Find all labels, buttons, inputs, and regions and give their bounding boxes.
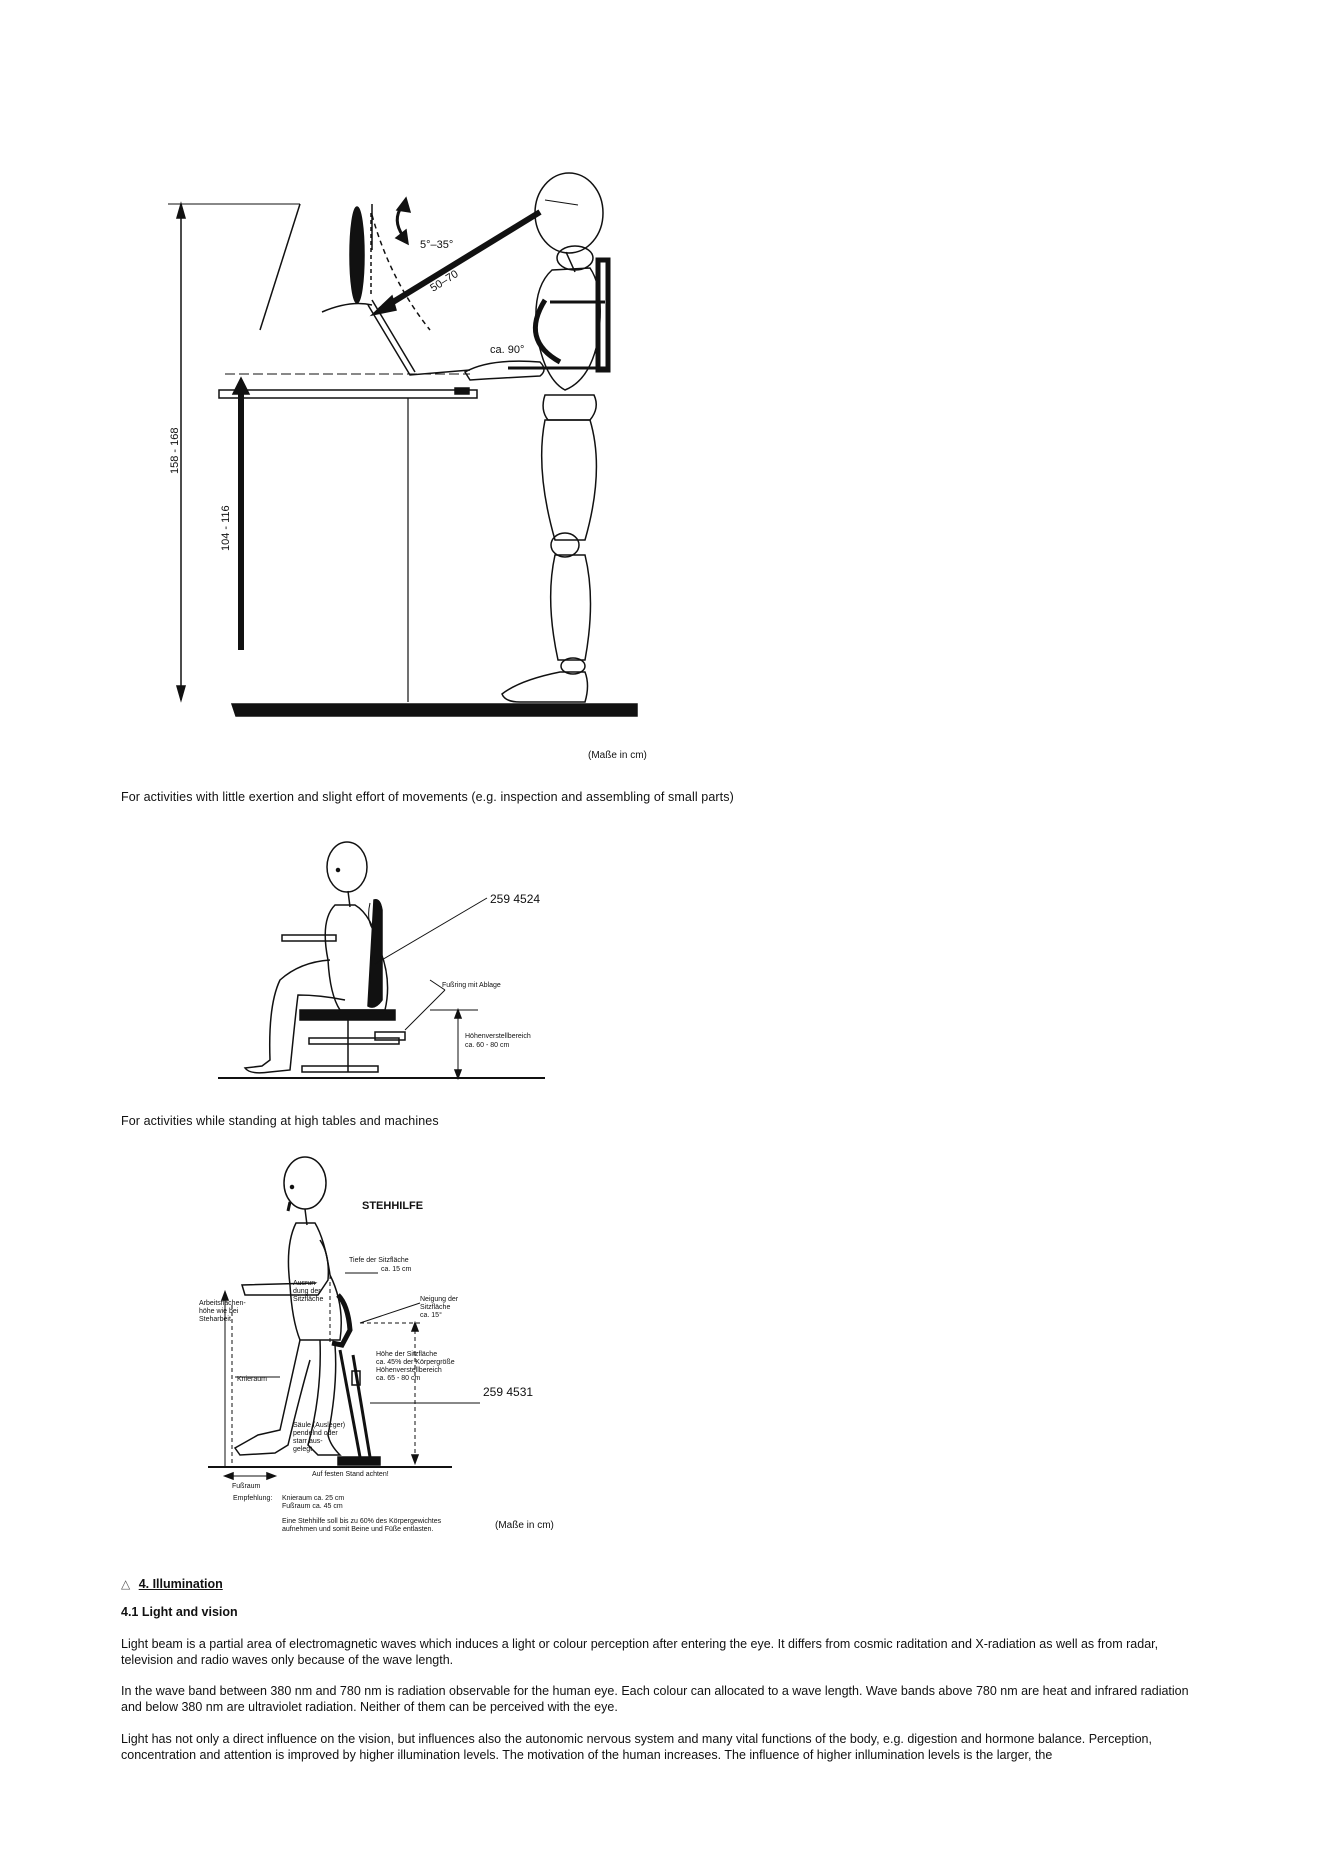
stool-article-number: 259 4524 xyxy=(490,892,541,906)
seat-depth-label: Tiefe der Sitzfläche xyxy=(349,1257,409,1264)
distance-label: 50–70 xyxy=(428,268,461,295)
figure-standing-workstation xyxy=(0,0,1323,770)
recommend-knee: Knieraum ca. 25 cm xyxy=(282,1495,345,1502)
foot-space-label: Fußraum xyxy=(232,1483,261,1490)
recess-label-1: Ausrun- xyxy=(293,1280,318,1287)
height-range-label: Höhenverstellbereich xyxy=(465,1033,531,1040)
stehhilfe-title: STEHHILFE xyxy=(362,1200,424,1212)
column-label-4: gelegt xyxy=(293,1446,313,1453)
column-label-3: starr aus- xyxy=(293,1438,323,1445)
paragraph-influence: Light has not only a direct influence on the vision, but influences also the autonomic nervous system and many vital functions of the body, e.g. digestion and hormone balance. Perception, concentration and attention is improved by higher illumination levels. The motivation of the human increases. The influence of higher inllumination levels is the larger, the xyxy=(121,1732,1152,1762)
stand-note: Auf festen Stand achten! xyxy=(312,1471,389,1478)
recess-label-2: dung der xyxy=(293,1288,321,1295)
paragraph-wave-band: In the wave band between 380 nm and 780 nm is radiation observable for the human eye. Each colour can allocated to a wave length. Wave bands above 780 nm are heat and infrared radiation and below 380 nm are ultraviolet radiation. Neither of them can be perceived with the eye. xyxy=(121,1684,1189,1714)
triangle-icon: △ xyxy=(121,1577,131,1591)
tilt-label-1: Neigung der xyxy=(420,1296,459,1303)
seat-height-label-2: ca. 45% der Körpergröße xyxy=(376,1359,455,1366)
tilt-label-2: Sitzfläche xyxy=(420,1304,451,1311)
tilt-label-3: ca. 15° xyxy=(420,1312,442,1319)
relief-note-2: aufnehmen und somit Beine und Füße entlasten. xyxy=(282,1526,434,1533)
column-label-1: Säule (Ausleger) xyxy=(293,1422,346,1429)
elbow-angle-label: ca. 90° xyxy=(490,344,525,356)
illumination-heading-link[interactable]: 4. Illumination xyxy=(138,1577,223,1591)
paragraph-light-beam: Light beam is a partial area of electromagnetic waves which induces a light or colour perception after entering the eye. It differs from cosmic raditation and X-radiation as well as from radar, television and radio waves only because of the wave length. xyxy=(121,1637,1159,1667)
work-height-label-1: Arbeitsflächen- xyxy=(199,1300,246,1307)
figure1-units-note: (Maße in cm) xyxy=(588,750,647,761)
work-height-label-2: höhe wie bei xyxy=(199,1308,239,1315)
caption-little-exertion: For activities with little exertion and slight effort of movements (e.g. inspection and assembling of small parts) xyxy=(121,790,734,804)
relief-note-1: Eine Stehhilfe soll bis zu 60% des Körpergewichtes xyxy=(282,1518,442,1525)
height-range-value: ca. 60 - 80 cm xyxy=(465,1042,510,1049)
stehhilfe-article-number: 259 4531 xyxy=(483,1385,534,1399)
table-height-label: 104 - 116 xyxy=(220,505,232,551)
recommend-label: Empfehlung: xyxy=(233,1495,273,1502)
recommend-foot: Fußraum ca. 45 cm xyxy=(282,1503,343,1510)
caption-standing-high-tables: For activities while standing at high tables and machines xyxy=(121,1114,439,1128)
column-label-2: pendelnd oder xyxy=(293,1430,338,1437)
light-and-vision-subheading: 4.1 Light and vision xyxy=(121,1605,238,1619)
seat-height-label-3: Höhenverstellbereich xyxy=(376,1367,442,1374)
seat-height-label-4: ca. 65 - 80 cm xyxy=(376,1375,421,1382)
figure-stehhilfe xyxy=(0,1145,1323,1545)
total-height-label: 158 - 168 xyxy=(169,427,181,474)
seat-height-label-1: Höhe der Sitzfläche xyxy=(376,1351,438,1358)
seat-depth-value: ca. 15 cm xyxy=(381,1266,412,1273)
knee-space-label: Knieraum xyxy=(237,1376,267,1383)
recess-label-3: Sitzfläche xyxy=(293,1296,324,1303)
work-height-label-3: Steharbeit xyxy=(199,1316,231,1323)
angle-label: 5°–35° xyxy=(420,239,454,251)
figure3-units-note: (Maße in cm) xyxy=(495,1520,554,1531)
footring-label: Fußring mit Ablage xyxy=(442,982,501,989)
section-heading xyxy=(121,1575,223,1593)
figure-seated-stool xyxy=(0,810,1323,1090)
